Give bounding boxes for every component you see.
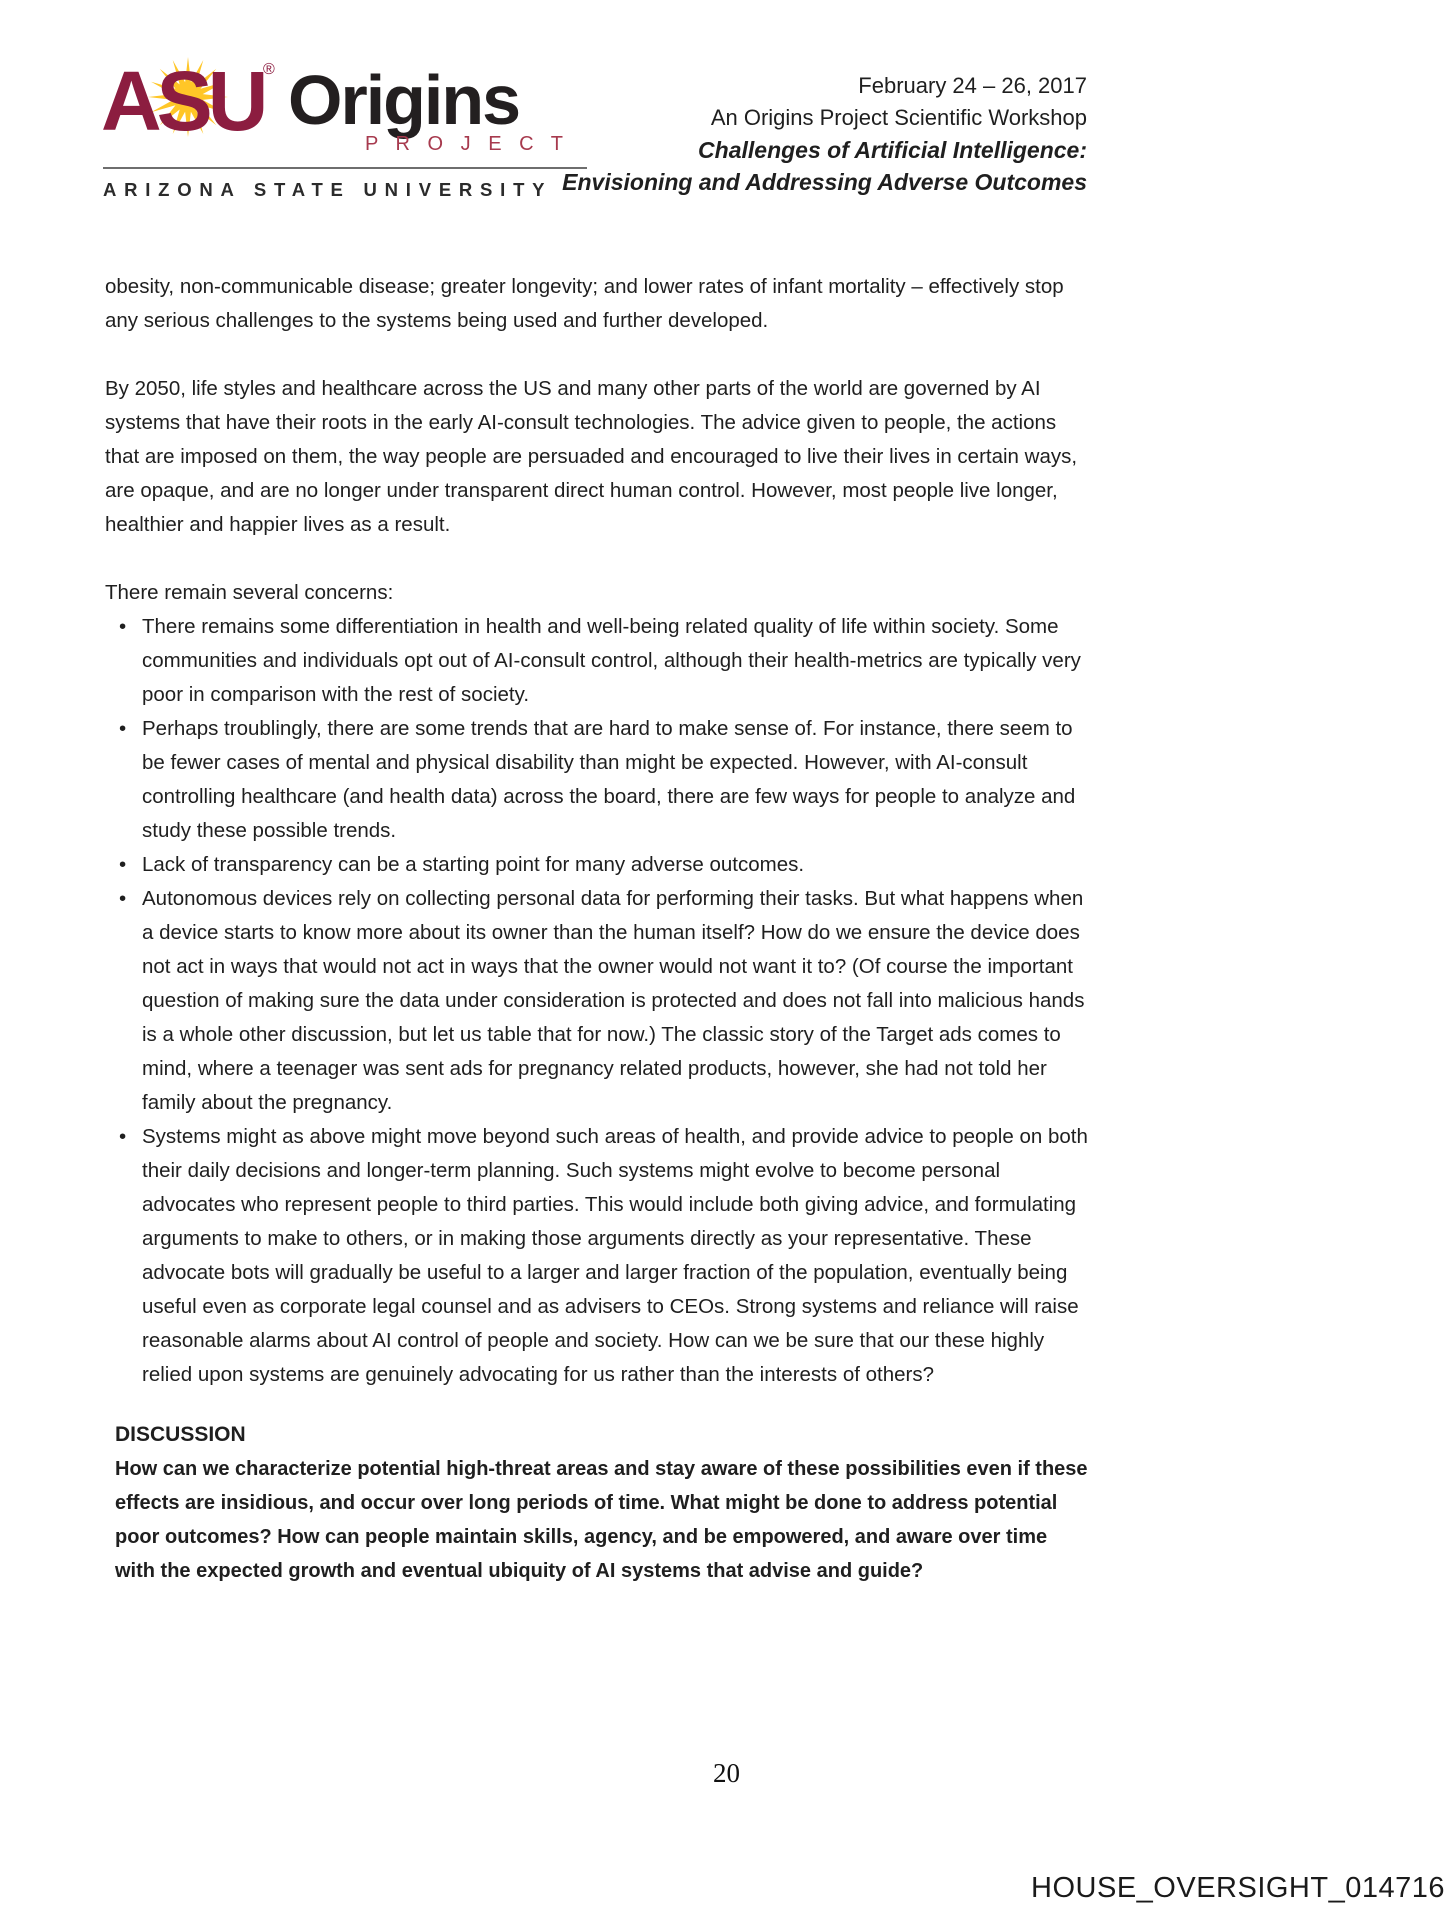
- logo-divider: [103, 167, 587, 169]
- discussion-text: How can we characterize potential high-threat areas and stay aware of these possibilities even if these effects are insidious, and occur over long periods of time. What might be done to address potential poor outcomes? How can people maintain skills, agency, and be empowered, and aware over time with the expected growth and eventual ubiquity of AI systems that advise and guide?: [115, 1458, 1088, 1582]
- list-item-text: There remains some differentiation in health and well-being related quality of life within society. Some communities and individuals opt out of AI-consult control, although their health-metrics are typically very poor in comparison with the rest of society.: [142, 615, 1081, 706]
- asu-wordmark: ASU: [103, 54, 264, 148]
- origins-wordmark: Origins: [288, 61, 520, 139]
- bullet-icon: •: [119, 853, 127, 876]
- list-item-differentiation: [105, 610, 1090, 712]
- concerns-list: [105, 610, 1090, 1392]
- document-body: [105, 270, 1090, 1622]
- list-item-text: Lack of transparency can be a starting point for many adverse outcomes.: [142, 853, 805, 876]
- list-item-trends: [105, 712, 1090, 848]
- workshop-title-line2: Envisioning and Addressing Adverse Outcomes: [562, 169, 1087, 195]
- workshop-title-line1: Challenges of Artificial Intelligence:: [698, 137, 1087, 163]
- bullet-icon: •: [119, 615, 127, 638]
- list-item-transparency: [105, 848, 1090, 882]
- asu-origins-logo-graphic: [103, 52, 587, 156]
- bullet-icon: •: [119, 887, 127, 910]
- concerns-intro: There remain several concerns:: [105, 581, 394, 604]
- workshop-header: [562, 70, 1087, 198]
- university-name: ARIZONA STATE UNIVERSITY: [103, 179, 553, 200]
- page-number: 20: [713, 1758, 740, 1788]
- registered-trademark-icon: ®: [263, 61, 275, 78]
- discussion-heading: DISCUSSION: [115, 1423, 246, 1446]
- paragraph-obesity: obesity, non-communicable disease; greater longevity; and lower rates of infant mortality – effectively stop any serious challenges to the systems being used and further developed.: [105, 275, 1064, 332]
- bullet-icon: •: [119, 1125, 127, 1148]
- paragraph-by-2050: By 2050, life styles and healthcare across the US and many other parts of the world are governed by AI systems that have their roots in the early AI-consult technologies. The advice given to people, the actions that are imposed on them, the way people are persuaded and encouraged to live their lives in certain ways, are opaque, and are no longer under transparent direct human control. However, most people live longer, healthier and happier lives as a result.: [105, 377, 1078, 536]
- list-item-text: Autonomous devices rely on collecting personal data for performing their tasks. But what happens when a device starts to know more about its owner than the human itself? How do we ensure the device does not act in ways that would not act in ways that the owner would not want it to? (Of course the important question of making sure the data under consideration is protected and does not fall into malicious hands is a whole other discussion, but let us table that for now.) The classic story of the Target ads comes to mind, where a teenager was sent ads for pregnancy related products, however, she had not told her family about the pregnancy.: [142, 887, 1085, 1114]
- list-item-text: Systems might as above might move beyond such areas of health, and provide advice to people on both their daily decisions and longer-term planning. Such systems might evolve to become personal advocates who represent people to third parties. This would include both giving advice, and formulating arguments to make to others, or in making those arguments directly as your representative. These advocate bots will gradually be useful to a larger and larger fraction of the population, eventually being useful even as corporate legal counsel and as advisers to CEOs. Strong systems and reliance will raise reasonable alarms about AI control of people and society. How can we be sure that our these highly relied upon systems are genuinely advocating for us rather than the interests of others?: [142, 1125, 1088, 1386]
- list-item-text: Perhaps troublingly, there are some trends that are hard to make sense of. For instance, there seem to be fewer cases of mental and physical disability than might be expected. However, with AI-consult controlling healthcare (and health data) across the board, there are few ways for people to analyze and study these possible trends.: [142, 717, 1076, 842]
- workshop-date: February 24 – 26, 2017: [858, 73, 1087, 98]
- document-id-stamp: HOUSE_OVERSIGHT_014716: [1031, 1872, 1445, 1904]
- list-item-advocate-systems: [105, 1120, 1090, 1392]
- discussion-section: [105, 1418, 1090, 1588]
- project-wordmark: P R O J E C T: [365, 133, 569, 155]
- asu-origins-logo: [103, 52, 587, 201]
- bullet-icon: •: [119, 717, 127, 740]
- workshop-type: An Origins Project Scientific Workshop: [710, 105, 1087, 130]
- list-item-autonomous-devices: [105, 882, 1090, 1120]
